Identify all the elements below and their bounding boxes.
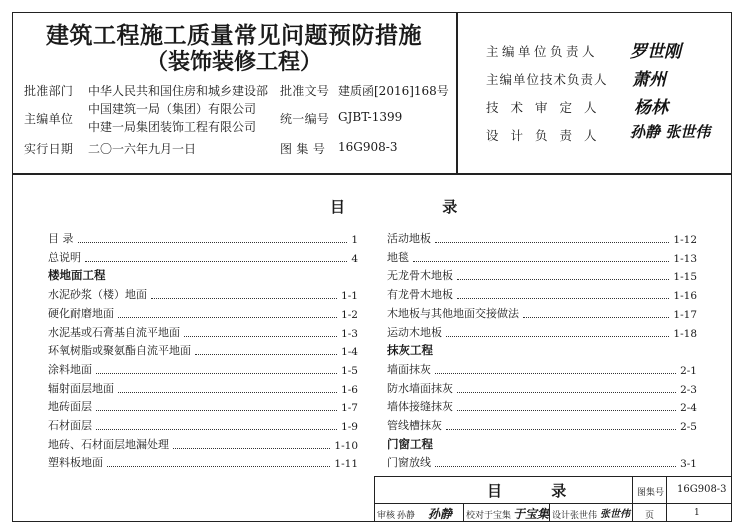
right-toc-entry[interactable] (387, 396, 697, 414)
left-toc-entry[interactable] (48, 303, 358, 321)
toc-leader-dots (96, 373, 337, 374)
toc-entry-title: 石材面层 (48, 419, 92, 432)
resp-signature-1: 罗世刚 (630, 42, 681, 62)
left-toc-entry[interactable] (48, 452, 358, 470)
toc-entry-page: 2-1 (680, 364, 697, 377)
review-name: 孙静 (397, 511, 416, 521)
header-divider-horizontal (12, 173, 732, 175)
left-toc-entry[interactable] (48, 415, 358, 433)
toc-leader-dots (151, 298, 337, 299)
right-toc-entry[interactable] (387, 378, 697, 396)
toc-entry-title: 目 录 (48, 232, 74, 245)
toc-leader-dots (78, 242, 348, 243)
toc-entry-page: 1 (351, 234, 358, 246)
resp-label-4: 设计负责人 (486, 128, 609, 143)
impl-date-value: 二〇一六年九月一日 (88, 142, 197, 156)
toc-leader-dots (523, 317, 669, 318)
toc-entry-title: 有龙骨木地板 (387, 288, 453, 302)
toc-leader-dots (96, 429, 337, 430)
toc-entry-title: 墙面抹灰 (387, 362, 431, 376)
editor-unit-value-1: 中国建筑一局（集团）有限公司 (88, 102, 257, 116)
toc-entry-title: 门窗放线 (387, 456, 431, 470)
design-signature: 张世伟 (600, 509, 630, 520)
toc-entry-page: 4 (351, 252, 358, 265)
toc-entry-title: 水泥基或石膏基自流平地面 (48, 325, 180, 339)
resp-signature-4: 孙静 张世伟 (630, 123, 711, 141)
toc-entry-title: 环氧树脂或聚氨酯自流平地面 (48, 344, 191, 358)
tb-cell-line-1 (463, 503, 464, 522)
toc-entry-title: 硬化耐磨地面 (48, 306, 114, 320)
document-subtitle: （装饰装修工程） (145, 50, 322, 75)
review-signature: 孙静 (428, 507, 453, 521)
toc-leader-dots (446, 429, 676, 430)
atlas-no-value: 16G908-3 (338, 140, 398, 154)
design-name: 张世伟 (570, 511, 598, 521)
right-toc-entry[interactable] (387, 322, 697, 340)
toc-entry-page: 1-16 (673, 290, 697, 303)
toc-entry-page: 1-17 (673, 308, 697, 321)
check-signature: 于宝集 (513, 507, 550, 521)
toc-entry-title: 塑料板地面 (48, 456, 103, 470)
left-toc-entry[interactable] (48, 396, 358, 414)
toc-entry-title: 水泥砂浆（楼）地面 (48, 288, 147, 302)
toc-entry-page: 1-10 (334, 439, 358, 452)
toc-entry-page: 1-15 (673, 271, 697, 284)
toc-entry-title: 墙体接缝抹灰 (387, 400, 453, 414)
title-block-page-label: 页 (645, 511, 655, 521)
approval-doc-value: 建质函[2016]168号 (338, 84, 449, 98)
toc-entry-page: 1-2 (341, 308, 358, 321)
toc-entry-page: 2-5 (680, 421, 697, 433)
resp-label-1: 主编单位负责人 (486, 44, 599, 59)
editor-unit-value-2: 中建一局集团装饰工程有限公司 (88, 120, 257, 134)
toc-entry-title: 涂料地面 (48, 362, 92, 376)
title-block-atlas-label: 图集号 (637, 488, 665, 498)
left-toc-entry[interactable] (48, 284, 358, 302)
title-block-divider-2 (666, 476, 667, 522)
title-block-title: 目 录 (487, 482, 589, 500)
toc-leader-dots (85, 261, 347, 262)
left-toc-entry[interactable] (48, 434, 358, 452)
approval-doc-label: 批准文号 (280, 84, 330, 98)
toc-entry-title: 活动地板 (387, 232, 431, 245)
review-label: 审核 (377, 511, 396, 521)
title-block-top-line (374, 476, 732, 477)
resp-label-2: 主编单位技术负责人 (486, 72, 608, 87)
toc-entry-page: 1-1 (341, 290, 358, 303)
right-toc-entry[interactable] (387, 452, 697, 470)
impl-date-label: 实行日期 (24, 142, 74, 156)
toc-leader-dots (457, 410, 676, 411)
toc-entry-page: 1-7 (341, 402, 358, 415)
left-toc-entry[interactable] (48, 228, 358, 246)
toc-entry-page: 1-13 (673, 252, 697, 265)
right-toc-entry[interactable] (387, 228, 697, 246)
resp-signature-3: 杨林 (634, 98, 668, 118)
title-block-page-value: 1 (694, 508, 700, 518)
toc-entry-title: 无龙骨木地板 (387, 269, 453, 283)
toc-entry-title: 管线槽抹灰 (387, 419, 442, 432)
title-block-left-line (374, 476, 375, 522)
toc-leader-dots (96, 410, 337, 411)
title-block-atlas-value: 16G908-3 (677, 484, 727, 495)
toc-leader-dots (195, 354, 337, 355)
toc-heading: 目 录 (330, 198, 504, 216)
toc-leader-dots (118, 392, 337, 393)
toc-leader-dots (435, 466, 676, 467)
design-label: 设计 (552, 511, 571, 521)
check-name: 于宝集 (484, 511, 512, 521)
document-title: 建筑工程施工质量常见问题预防措施 (46, 23, 422, 49)
toc-leader-dots (173, 448, 330, 449)
toc-entry-page: 1-18 (673, 327, 697, 340)
approval-dept-value: 中华人民共和国住房和城乡建设部 (88, 84, 269, 98)
right-toc-entry[interactable] (387, 359, 697, 377)
toc-entry-page: 1-6 (341, 383, 358, 396)
toc-leader-dots (107, 466, 330, 467)
left-toc-entry[interactable] (48, 340, 358, 358)
toc-entry-page: 1-11 (334, 458, 358, 471)
title-block-mid-line (374, 503, 732, 504)
atlas-no-label: 图 集 号 (280, 142, 326, 156)
toc-entry-title: 总说明 (48, 250, 81, 264)
left-toc-entry[interactable] (48, 247, 358, 265)
header-divider-vertical (456, 12, 458, 174)
unified-no-value: GJBT-1399 (338, 110, 403, 124)
resp-signature-2: 萧州 (632, 70, 666, 90)
toc-entry-page: 1-9 (341, 421, 358, 433)
right-section-heading: 抹灰工程 (387, 343, 433, 358)
toc-leader-dots (446, 336, 669, 337)
title-block-divider-1 (632, 476, 633, 522)
toc-entry-page: 2-3 (680, 383, 697, 396)
toc-entry-page: 1-4 (341, 346, 358, 359)
unified-no-label: 统一编号 (280, 112, 330, 126)
toc-entry-title: 地砖面层 (48, 400, 92, 414)
tb-cell-line-2 (549, 503, 550, 522)
right-section-heading: 门窗工程 (387, 436, 433, 451)
right-toc-entry[interactable] (387, 415, 697, 433)
toc-entry-title: 防水墙面抹灰 (387, 381, 453, 395)
right-toc-entry[interactable] (387, 284, 697, 302)
toc-entry-title: 地砖、石材面层地漏处理 (48, 437, 169, 451)
resp-label-3: 技术审定人 (486, 100, 609, 115)
toc-leader-dots (184, 336, 337, 337)
toc-leader-dots (457, 298, 669, 299)
editor-unit-label: 主编单位 (24, 112, 74, 126)
check-label: 校对 (466, 511, 485, 521)
toc-leader-dots (118, 317, 337, 318)
toc-leader-dots (435, 242, 669, 243)
toc-entry-page: 2-4 (680, 402, 697, 415)
left-toc-entry[interactable] (48, 359, 358, 377)
toc-entry-title: 木地板与其他地面交接做法 (387, 306, 519, 320)
toc-entry-page: 1-5 (341, 364, 358, 377)
toc-entry-title: 地毯 (387, 250, 409, 264)
left-toc-entry[interactable] (48, 378, 358, 396)
right-toc-entry[interactable] (387, 303, 697, 321)
toc-leader-dots (457, 392, 676, 393)
toc-entry-page: 1-3 (341, 327, 358, 340)
toc-leader-dots (457, 279, 669, 280)
toc-entry-page: 3-1 (680, 458, 697, 471)
left-section-heading: 楼地面工程 (48, 268, 106, 283)
toc-leader-dots (435, 373, 676, 374)
right-toc-entry[interactable] (387, 265, 697, 283)
left-toc-entry[interactable] (48, 322, 358, 340)
toc-entry-page: 1-12 (673, 234, 697, 246)
toc-leader-dots (413, 261, 669, 262)
right-toc-entry[interactable] (387, 247, 697, 265)
toc-entry-title: 运动木地板 (387, 325, 442, 339)
toc-entry-title: 辐射面层地面 (48, 381, 114, 395)
approval-dept-label: 批准部门 (24, 84, 74, 98)
